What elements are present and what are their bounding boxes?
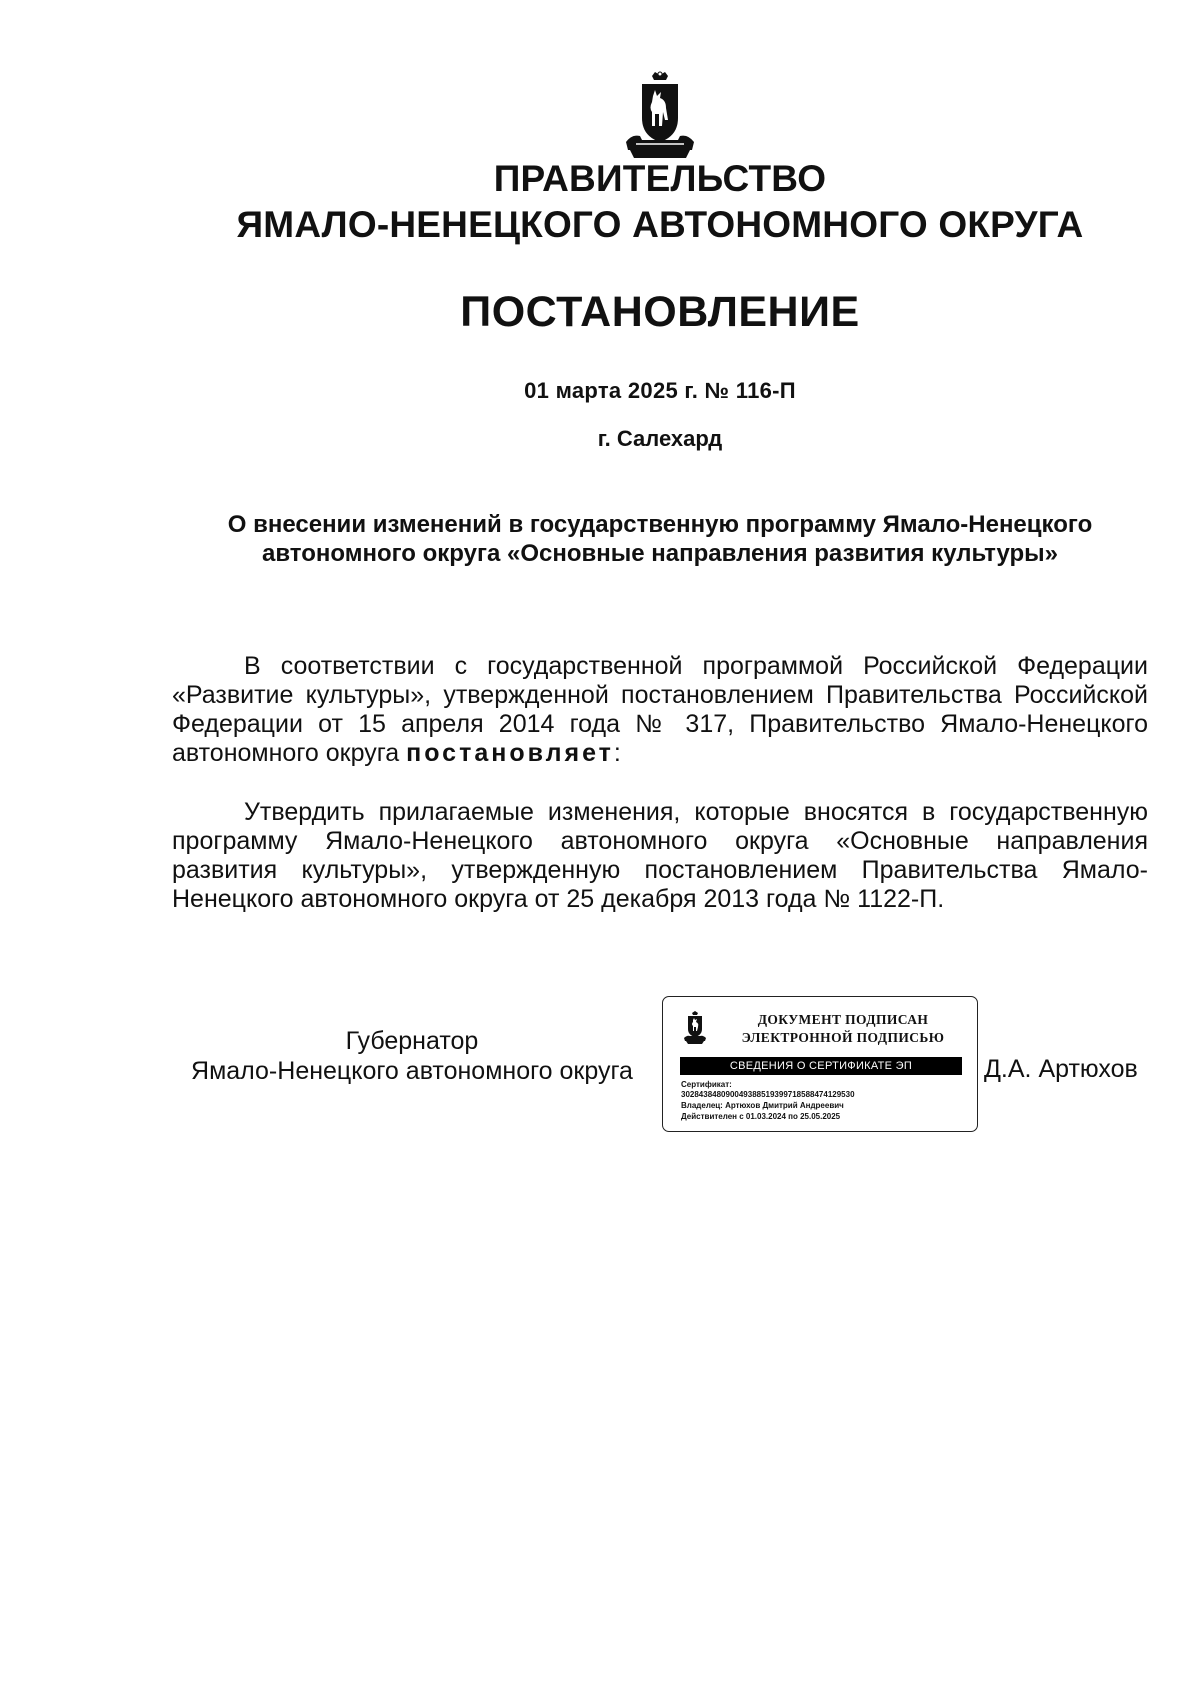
document-type: ПОСТАНОВЛЕНИЕ (460, 288, 860, 336)
document-date-number: 01 марта 2025 г. № 116-П (524, 378, 796, 403)
stamp-heading (725, 1011, 961, 1047)
body-paragraph-2: Утвердить прилагаемые изменения, которые вносятся в государственную программу Ямало-Ненецкого автономного округа «Основные направления развития культуры», утвержденную постановлением Правительства Ямало-Ненецкого автономного округа от 25 декабря 2013 года № 1122-П. (172, 798, 1148, 913)
coat-of-arms-icon (622, 70, 698, 160)
stamp-heading-line2: ЭЛЕКТРОННОЙ ПОДПИСЬЮ (741, 1030, 945, 1045)
certificate-validity: Действителен с 01.03.2024 по 25.05.2025 (681, 1112, 841, 1121)
document-city: г. Салехард (597, 426, 723, 451)
certificate-owner: Владелец: Артюхов Дмитрий Андреевич (681, 1101, 844, 1110)
organization-title-line2: ЯМАЛО-НЕНЕЦКОГО АВТОНОМНОГО ОКРУГА (236, 204, 1084, 245)
signatory-title-line1: Губернатор (345, 1027, 479, 1055)
certificate-number: 302843848090049388519399718588474129530 (681, 1090, 855, 1099)
stamp-heading-line1: ДОКУМЕНТ ПОДПИСАН (757, 1012, 929, 1027)
body-paragraph-1 (172, 652, 1148, 768)
signatory-title-line2: Ямало-Ненецкого автономного округа (191, 1057, 633, 1085)
signatory-name: Д.А. Артюхов (984, 1055, 1138, 1083)
document-subject: О внесении изменений в государственную программу Ямало-Ненецкого автономного округа «Основные направления развития культуры» (227, 511, 1093, 567)
stamp-coat-of-arms-icon (683, 1011, 707, 1045)
signatory-title (172, 1026, 652, 1086)
paragraph-1-text: В соответствии с государственной программой Российской Федерации «Развитие культуры», утвержденной постановлением Правительства Российской Федерации от 15 апреля 2014 года № 317, Правительство Ямало-Ненецкого автономного округа (172, 652, 1148, 767)
certificate-info-bar: СВЕДЕНИЯ О СЕРТИФИКАТЕ ЭП (680, 1057, 962, 1075)
organization-title-line1: ПРАВИТЕЛЬСТВО (493, 158, 827, 199)
decree-keyword: постановляет (406, 739, 614, 767)
paragraph-1-end: : (613, 739, 621, 767)
certificate-label: Сертификат: (681, 1080, 732, 1089)
electronic-signature-stamp (662, 996, 978, 1132)
